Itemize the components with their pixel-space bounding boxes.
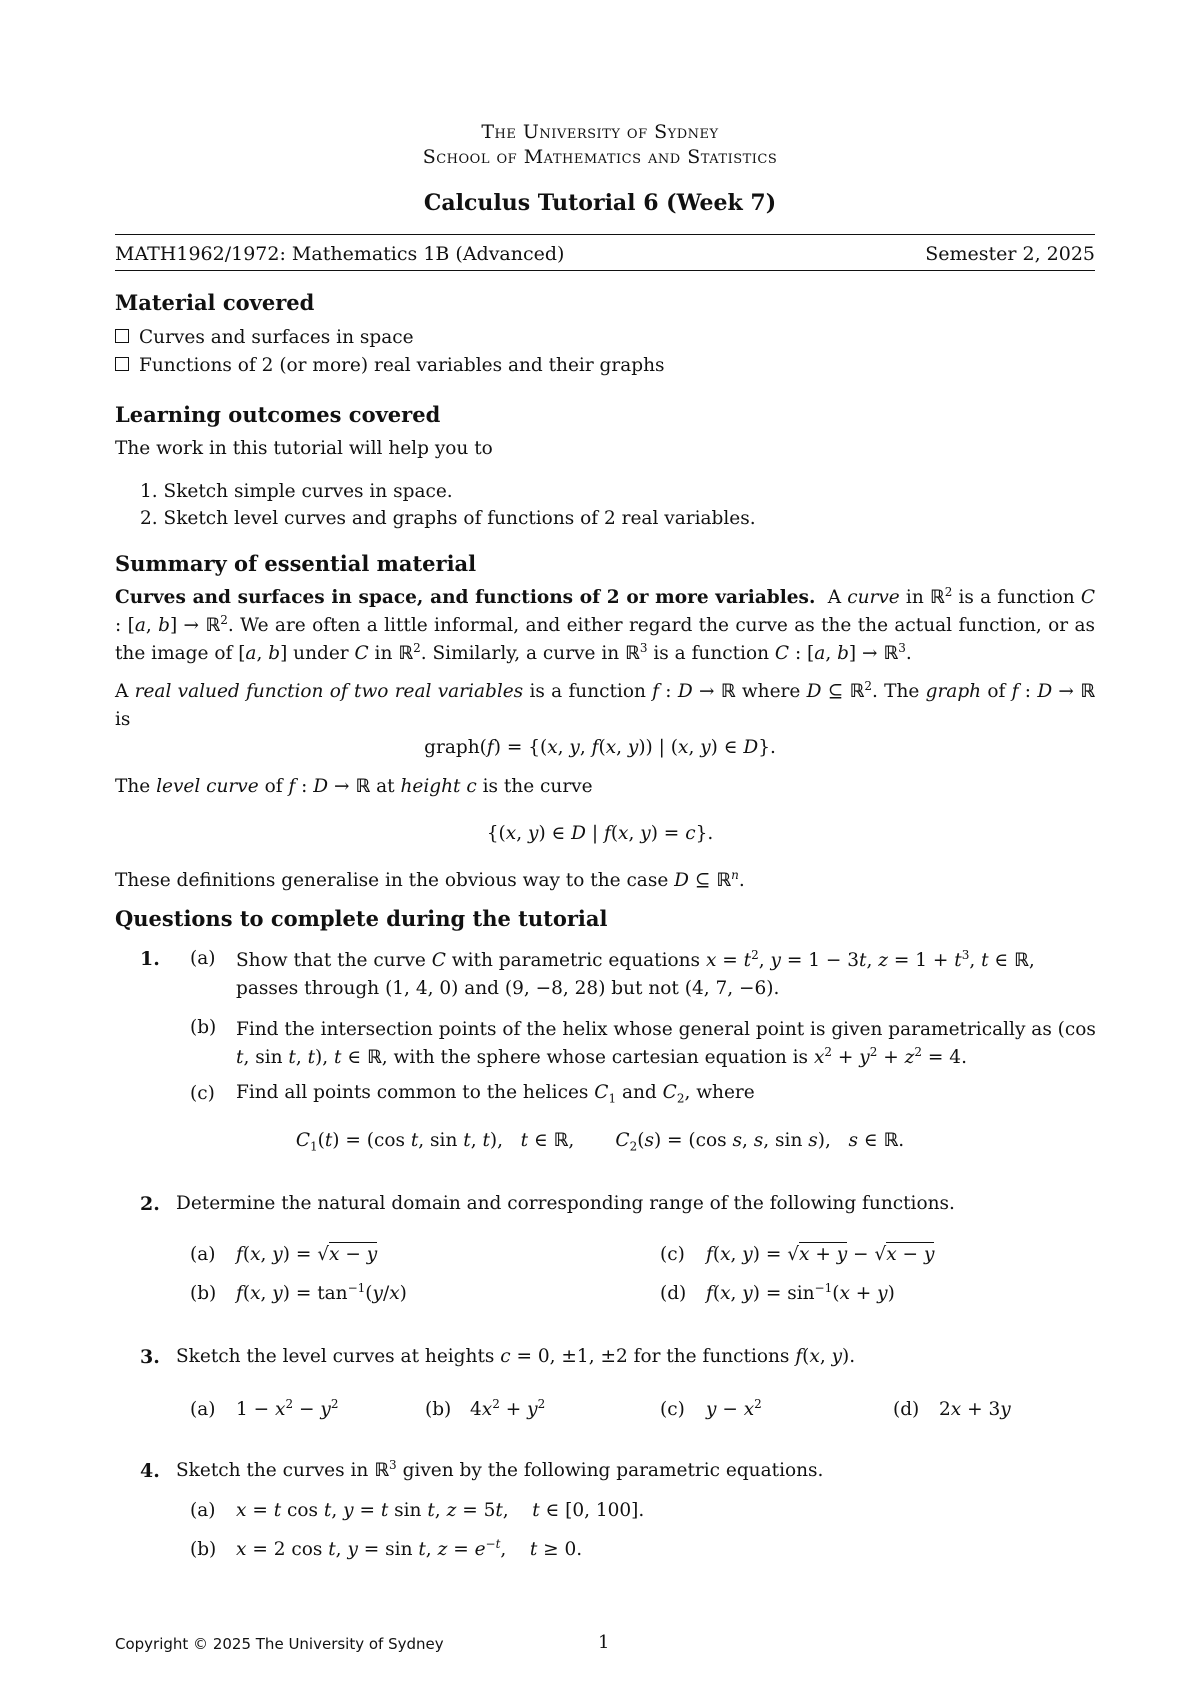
subquestion-label: (a): [190, 1399, 216, 1420]
q2b-formula: f(x, $y) = \tan^{-1}(y/x)$: [236, 1280, 407, 1304]
q2d-formula: f(x, $y) = \sin^{-1}(x + y)$: [706, 1280, 895, 1304]
subquestion-label: (b): [190, 1539, 217, 1560]
q1b-text: Find the intersection points of the helix whose general point is given parametrically as (cos t, sin t, t), t ∈ ℝ, with the sphere whose cartesian equation is $x^2 + y^2 + z^2 = 4$.: [236, 1019, 1096, 1068]
q4-text: Sketch the curves in ℝ$^3$ given by the following parametric equations.: [176, 1457, 824, 1481]
header-rule-top: [115, 234, 1095, 235]
q2c-formula: f(x, y) = √x + y − √x − y: [706, 1244, 935, 1265]
subquestion-label: (c): [660, 1399, 685, 1420]
copyright-notice: Copyright © 2025 The University of Sydney: [115, 1635, 444, 1653]
header-rule-bottom: [115, 270, 1095, 271]
q3c-formula: $y - x^2$: [706, 1396, 762, 1420]
summary-paragraph: Curves and surfaces in space, and functions of 2 or more variables. A curve in ℝ$^2$ is a function C : [a, b] → ℝ$^2$. We are often a little informal, and either regard the curve as the the actual function, or as the image of [a, b] under C in ℝ$^2$. Similarly, a curve in ℝ$^3$ is a function C : [a, b] → ℝ$^3$.: [115, 584, 1095, 664]
questions-heading: Questions to complete during the tutorial: [115, 906, 608, 931]
q2-text: Determine the natural domain and corresponding range of the following functions.: [176, 1193, 955, 1214]
semester-label: Semester 2, 2025: [925, 243, 1095, 265]
outcomes-heading: Learning outcomes covered: [115, 402, 441, 427]
question-number: 3.: [140, 1346, 160, 1368]
summary-heading: Summary of essential material: [115, 551, 477, 576]
q1a-text: Show that the curve C with parametric equations $x = t^2$, y = 1 − 3t, $z = 1 + t^3$, t ∈ ℝ, passes through (1, 4, 0) and (9, −8, 28) but not (4, 7, −6).: [236, 947, 1035, 999]
q4b-formula: x = 2 cos t, y = sin t, $z = e^{-t}$, t ≥ 0.: [236, 1536, 583, 1560]
checkbox-icon: [115, 329, 129, 343]
subquestion-label: (a): [190, 948, 216, 969]
question-number: 2.: [140, 1193, 160, 1215]
subquestion-label: (b): [190, 1283, 217, 1304]
q2a-formula: f(x, y) = √x − y: [236, 1244, 378, 1265]
outcomes-intro: The work in this tutorial will help you to: [115, 438, 493, 459]
material-heading: Material covered: [115, 290, 315, 315]
subquestion-label: (a): [190, 1500, 216, 1521]
subquestion-label: (a): [190, 1244, 216, 1265]
subquestion-label: (c): [190, 1083, 215, 1104]
outcome-item: 1. Sketch simple curves in space.: [140, 481, 453, 502]
q3-text: Sketch the level curves at heights c = 0, ±1, ±2 for the functions f(x, y).: [176, 1346, 856, 1367]
subquestion-label: (d): [893, 1399, 920, 1420]
course-code: MATH1962/1972: Mathematics 1B (Advanced): [115, 243, 565, 265]
q3a-formula: $1 - x^2 - y^2$: [236, 1396, 339, 1420]
subquestion-label: (b): [425, 1399, 452, 1420]
summary-definition-graph: A real valued function of two real variables is a function f : D → ℝ where D ⊆ ℝ$^2$. The graph of f : D → ℝ is: [115, 678, 1096, 730]
question-number: 1.: [140, 948, 160, 970]
page-title: Calculus Tutorial 6 (Week 7): [423, 190, 777, 216]
q4a-formula: x = t cos t, y = t sin t, z = 5t, t ∈ [0, 100].: [236, 1500, 645, 1521]
level-curve-definition: The level curve of f : D → ℝ at height c is the curve: [115, 776, 593, 797]
checkbox-icon: [115, 357, 129, 371]
university-name: The University of Sydney: [481, 121, 719, 143]
q3b-formula: $4x^2 + y^2$: [470, 1396, 546, 1420]
graph-equation: graph(f) = {(x, y, f(x, y)) | (x, y) ∈ D}.: [424, 737, 776, 758]
subquestion-label: (c): [660, 1244, 685, 1265]
generalisation-note: These definitions generalise in the obvious way to the case D ⊆ ℝ$^n$.: [115, 867, 745, 891]
material-item: Curves and surfaces in space: [115, 327, 414, 348]
q3d-formula: 2x + 3y: [939, 1399, 1011, 1420]
outcome-item: 2. Sketch level curves and graphs of functions of 2 real variables.: [140, 508, 756, 529]
level-curve-equation: {(x, y) ∈ D | f(x, y) = c}.: [486, 823, 714, 844]
school-name: School of Mathematics and Statistics: [422, 146, 778, 168]
material-item: Functions of 2 (or more) real variables and their graphs: [115, 355, 665, 376]
page-number: 1: [598, 1632, 610, 1653]
helices-equation: $C_1(t) = (\cos$ t, sin t, t), t ∈ ℝ, $C_2(s) = (\cos$ s, s, sin s), s ∈ ℝ.: [295, 1130, 905, 1154]
subquestion-label: (b): [190, 1017, 217, 1038]
subquestion-label: (d): [660, 1283, 687, 1304]
question-number: 4.: [140, 1460, 160, 1482]
q1c-text: Find all points common to the helices $C_1$ and $C_2$, where: [236, 1082, 755, 1106]
